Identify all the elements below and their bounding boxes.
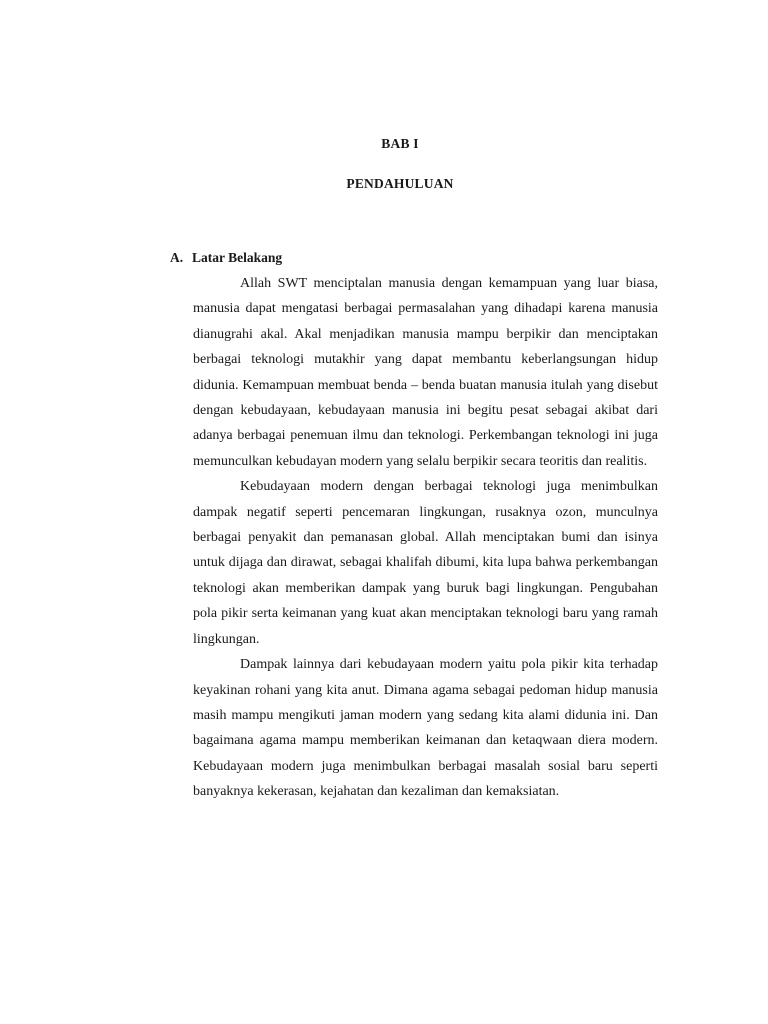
section-heading <box>170 250 282 266</box>
section-title: Latar Belakang <box>192 250 283 265</box>
paragraph: Kebudayaan modern dengan berbagai teknologi juga menimbulkan dampak negatif seperti pencemaran lingkungan, rusaknya ozon, munculnya berbagai penyakit dan pemanasan global. Allah menciptakan bumi dan isinya untuk dijaga dan dirawat, sebagai khalifah dibumi, kita lupa bahwa perkembangan teknologi akan memberikan dampak yang buruk bagi lingkungan. Pengubahan pola pikir serta keimanan yang kuat akan menciptakan teknologi baru yang ramah lingkungan. <box>193 479 658 647</box>
chapter-number: BAB I <box>381 136 419 151</box>
section-body <box>193 271 658 805</box>
paragraph: Dampak lainnya dari kebudayaan modern yaitu pola pikir kita terhadap keyakinan rohani yang kita anut. Dimana agama sebagai pedoman hidup manusia masih mampu mengikuti jaman modern yang sedang kita alami didunia ini. Dan bagaimana agama mampu memberikan keimanan dan ketaqwaan diera modern. Kebudayaan modern juga menimbulkan berbagai masalah sosial baru seperti banyaknya kekerasan, kejahatan dan kezaliman dan kemaksiatan. <box>193 657 658 800</box>
chapter-title: PENDAHULUAN <box>346 176 454 191</box>
section-marker: A. <box>170 250 184 265</box>
paragraph: Allah SWT menciptalan manusia dengan kemampuan yang luar biasa, manusia dapat mengatasi berbagai permasalahan yang dihadapi karena manusia dianugrahi akal. Akal menjadikan manusia mampu berpikir dan menciptakan berbagai teknologi mutakhir yang dapat membantu keberlangsungan hidup didunia. Kemampuan membuat benda – benda buatan manusia itulah yang disebut dengan kebudayaan, kebudayaan manusia ini begitu pesat sebagai akibat dari adanya berbagai penemuan ilmu dan teknologi. Perkembangan teknologi ini juga memunculkan kebudayan modern yang selalu berpikir secara teoritis dan realitis. <box>193 276 658 469</box>
